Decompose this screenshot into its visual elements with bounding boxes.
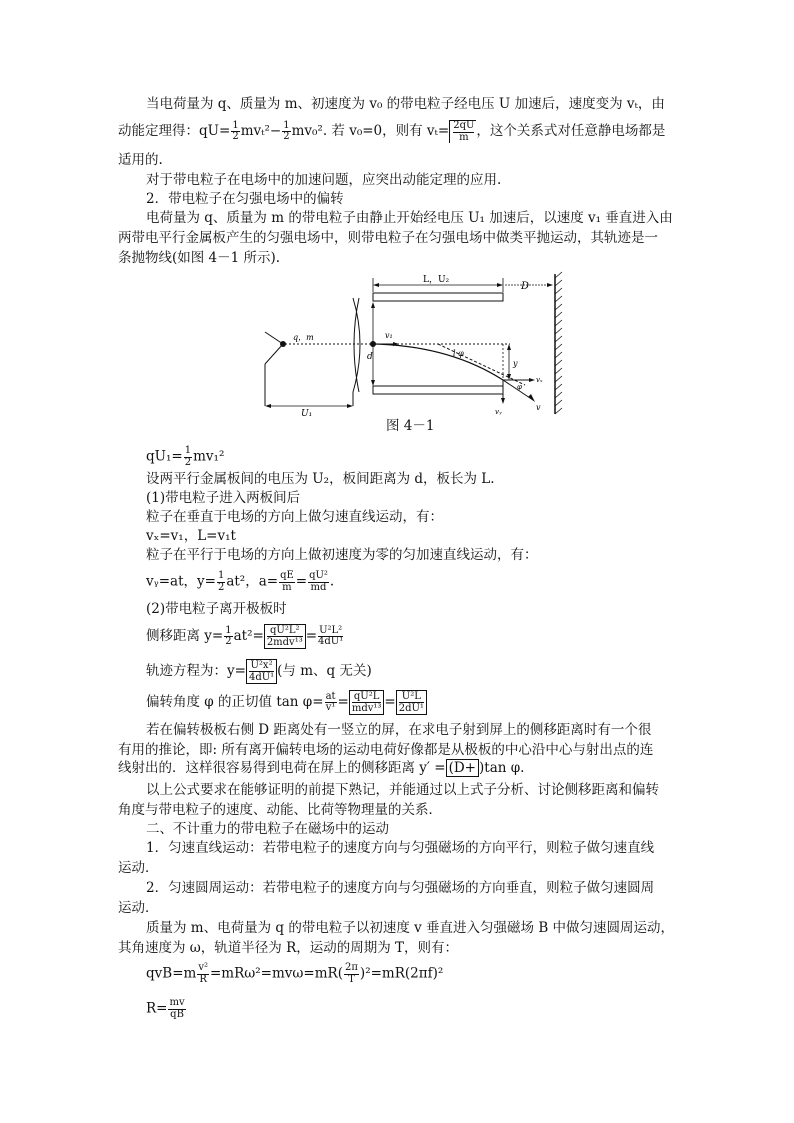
sentence-s5: 粒子在平行于电场的方向上做初速度为零的匀加速直线运动，有： <box>146 547 538 563</box>
p1-line2-d: ，这个关系式对任意静电场都是 <box>476 123 666 139</box>
label-v: v <box>536 403 541 412</box>
m1-line1: 1．匀速直线运动：若带电粒子的速度方向与匀强磁场的方向平行，则粒子做匀速直线 <box>146 840 655 856</box>
p3-line2: 两带电平行金属板产生的匀强电场中，则带电粒子在匀强电场中做类平抛运动，其轨迹是一 <box>118 230 658 246</box>
equation-radius: R= $\frac{mv}{qB}$ <box>146 997 185 1020</box>
p1-line1: 当电荷量为 q、质量为 m、初速度为 v₀ 的带电粒子经电压 U 加速后，速度变为 vₜ，由 <box>146 96 665 112</box>
tail-t2-line2: 角度与带电粒子的速度、动能、比荷等物理量的关系． <box>118 802 442 818</box>
top-plate <box>373 293 503 301</box>
m3-line1: 质量为 m、电荷量为 q 的带电粒子以初速度 v 垂直进入匀强磁场 B 中做匀速圆周运动， <box>146 920 675 936</box>
bottom-plate <box>373 386 503 394</box>
p1-line2 <box>118 120 665 143</box>
p2: 对于带电粒子在电场中的加速问题，应突出动能定理的应用. <box>146 172 502 188</box>
sentence-s7: (2)带电粒子离开极板时 <box>146 601 287 617</box>
formula-s8: 侧移距离 y= $\frac{1}{2}$ at²= qU²L² 2mdv¹³ = $\frac{\text{U²L²}}{\text{4dU¹}}$ <box>146 624 344 648</box>
formula-qU1: qU₁= $\frac{1}{2}$ mv₁² <box>146 445 225 468</box>
tail-t1-line2: 有用的推论，即: 所有离开偏转电场的运动电荷好像都是从极板的中心沿中心与射出点的连 <box>118 742 654 758</box>
label-vx: vₓ <box>536 376 543 384</box>
label-U1: U₁ <box>301 409 313 418</box>
p3-line1: 电荷量为 q、质量为 m 的带电粒子由静止开始经电压 U₁ 加速后，以速度 v₁ 垂直进入由 <box>146 210 673 226</box>
p1-line2-a: 动能定理得：qU= <box>118 123 231 139</box>
half-fraction: $\frac{1}{2}$ <box>232 119 239 142</box>
p1-line2-c: mv₀². 若 v₀=0，则有 vₜ= <box>291 123 450 139</box>
label-phi: φ <box>517 383 522 391</box>
m2-line2: 运动． <box>118 900 159 916</box>
tail-t2-line1: 以上公式要求在能够证明的前提下熟记，并能通过以上式子分析、讨论侧移距离和偏转 <box>146 782 659 798</box>
p1-line3: 适用的. <box>118 152 163 168</box>
label-l-phi: l φ <box>453 349 464 358</box>
screen-hatching <box>555 272 562 414</box>
figure-caption: 图 4－1 <box>386 418 435 434</box>
label-vy: vᵧ <box>495 408 502 416</box>
formula-s10: 偏转角度 φ 的正切值 tan φ= $\frac{at}{\text{v¹}}$ = qU²L mdv¹³ = $\frac{\text{U²L}}{\text{2dU¹}}$ <box>146 690 427 715</box>
tail-t1-line1: 若在偏转极板右侧 D 距离处有一竖立的屏，在求电子射到屏上的侧移距离时有一个很 <box>146 722 652 738</box>
sentence-s2: (1)带电粒子进入两板间后 <box>146 490 301 506</box>
label-q-m: q，m <box>293 333 314 342</box>
m2-line1: 2．匀速圆周运动：若带电粒子的速度方向与匀强磁场的方向垂直，则粒子做匀速圆周 <box>146 880 655 896</box>
label-L-U2: L，U₂ <box>423 275 450 285</box>
formula-s6: vᵧ=at，y= $\frac{1}{2}$ at²，a= $\frac{qE}{m}$ = $\frac{\text{qU²}}{md}$ . <box>146 570 335 593</box>
boxed-D-plus: (D+ <box>446 759 479 777</box>
sentence-s1: 设两平行金属板间的电压为 U₂，板间距离为 d，板长为 L. <box>146 471 495 487</box>
sentence-s4: vₓ=v₁，L=v₁t <box>146 528 236 544</box>
label-y: y <box>513 359 518 368</box>
p1-line2-b: mvₜ²− <box>240 123 282 139</box>
half-fraction-2: $\frac{1}{2}$ <box>283 119 290 142</box>
formula-s9: 轨迹方程为：y= $\frac{\text{U²x²}}{\text{4dU¹}}$ (与 m、q 无关) <box>146 660 372 683</box>
m3-line2: 其角速度为 ω，轨道半径为 R，运动的周期为 T，则有： <box>118 940 459 956</box>
label-d: d <box>367 352 373 362</box>
section-heading-2: 2．带电粒子在匀强电场中的偏转 <box>146 191 344 207</box>
label-v1: v₁ <box>385 331 393 340</box>
sentence-s3: 粒子在垂直于电场的方向上做匀速直线运动，有： <box>146 509 443 525</box>
section-heading-magnetic: 二、不计重力的带电粒子在磁场中的运动 <box>146 821 389 837</box>
m1-line2: 运动． <box>118 860 159 876</box>
sqrt-expression: $\frac{2qU}{m}$ <box>449 120 476 143</box>
label-D: D <box>521 281 530 292</box>
p3-line3: 条抛物线(如图 4－1 所示). <box>118 250 281 266</box>
trajectory-curve <box>375 344 503 380</box>
tail-t1-line3: 线射出的．这样很容易得到电荷在屏上的侧移距离 y′ = (D+ )tan φ. <box>118 760 525 776</box>
figure-deflection-diagram <box>255 268 585 418</box>
equation-circular-motion: qvB=m $\frac{\text{v²}}{R}$ =mRω²=mvω=mR( $\frac{2\pi}{T}$ )²=mR(2πf)² <box>146 962 444 985</box>
